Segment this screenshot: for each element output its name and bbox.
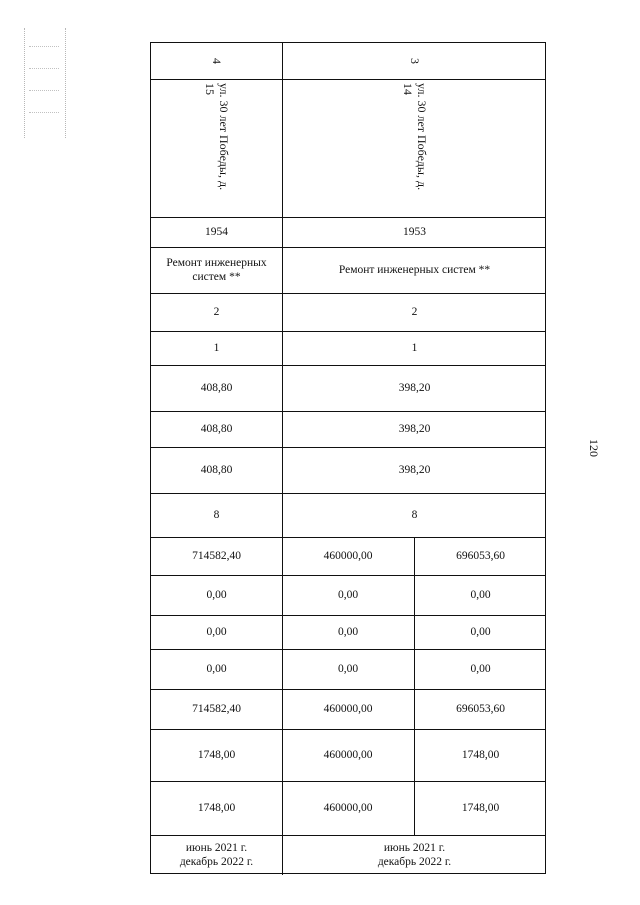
table-cell: 1748,00 (197, 802, 236, 814)
table-cell: 0,00 (470, 663, 491, 675)
table-cell: 0,00 (470, 626, 491, 638)
table-cell: 408,80 (200, 423, 233, 435)
period-start: июнь 2021 г. (383, 842, 446, 854)
table-cell: 0,00 (470, 589, 491, 601)
table-cell: 460000,00 (323, 550, 373, 562)
table-cell: 696053,60 (456, 703, 505, 715)
table-cell: 2 (411, 306, 418, 318)
table-cell: 2 (213, 306, 220, 318)
table-cell: 0,00 (206, 626, 227, 638)
table-cell: 398,20 (398, 464, 431, 476)
period-end: декабрь 2022 г. (377, 856, 452, 868)
work-type-col3: Ремонт инженерных систем ** (338, 264, 491, 276)
address-line: ул. 30 лет Победы, д. (414, 83, 429, 191)
table-cell: 714582,40 (192, 550, 241, 562)
stamp-mark (24, 28, 66, 138)
address-house: 14 (400, 83, 415, 95)
table-cell: 460000,00 (323, 703, 373, 715)
table-cell: 8 (213, 509, 220, 521)
column-header-4: 4 (209, 58, 224, 64)
address-cell-col3 (282, 79, 547, 217)
table-cell: 408,80 (200, 464, 233, 476)
address-line: ул. 30 лет Победы, д. (216, 83, 231, 191)
table-cell: 0,00 (337, 589, 359, 601)
work-type-col4 (151, 247, 282, 293)
table-cell: 398,20 (398, 382, 431, 394)
column-header-3: 3 (407, 58, 422, 64)
work-type-line: Ремонт инженерных (166, 257, 267, 269)
table-cell: 714582,40 (192, 703, 241, 715)
period-start: июнь 2021 г. (185, 842, 248, 854)
table-cell: 1748,00 (197, 749, 236, 761)
table-cell: 0,00 (206, 663, 227, 675)
table-cell: 1748,00 (461, 802, 500, 814)
table-cell: 0,00 (337, 626, 359, 638)
table-cell: 696053,60 (456, 550, 505, 562)
period-col4 (151, 835, 282, 875)
table-cell: 0,00 (337, 663, 359, 675)
table-cell: 408,80 (200, 382, 233, 394)
period-end: декабрь 2022 г. (179, 856, 254, 868)
table-cell: 0,00 (206, 589, 227, 601)
work-type-line: систем ** (192, 271, 241, 283)
data-table (150, 42, 546, 874)
table-cell: 460000,00 (323, 749, 373, 761)
table-cell: 460000,00 (323, 802, 373, 814)
table-cell: 398,20 (398, 423, 431, 435)
table-cell: 1748,00 (461, 749, 500, 761)
address-house: 15 (202, 83, 217, 95)
period-col3 (282, 835, 547, 875)
year-col3: 1953 (403, 226, 426, 238)
year-col4: 1954 (205, 226, 228, 238)
table-cell: 8 (411, 509, 418, 521)
table-cell: 1 (213, 342, 220, 354)
address-cell-col4 (151, 79, 282, 217)
page-number: 120 (587, 439, 601, 457)
table-cell: 1 (411, 342, 418, 354)
